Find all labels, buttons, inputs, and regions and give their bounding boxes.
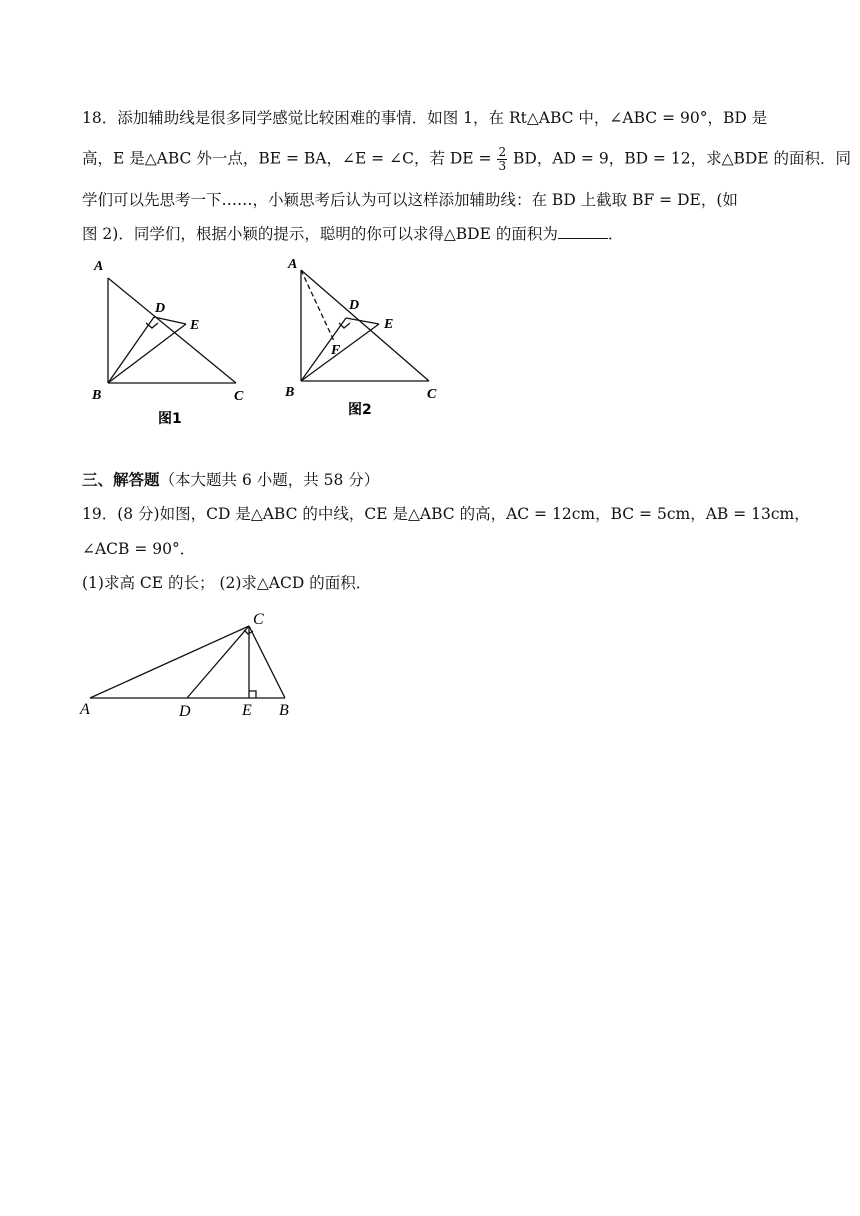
q18-line-4 <box>82 224 623 244</box>
q19-label-a: A <box>80 701 90 718</box>
q19-right-angle-mark-e <box>249 691 256 698</box>
fig2-label-e: E <box>384 317 394 332</box>
section-3-heading <box>82 470 379 490</box>
q19-line-3: (1)求高 CE 的长； (2)求△ACD 的面积． <box>82 574 372 592</box>
fig2-label-b: B <box>285 385 295 400</box>
q18-line-4-end: ． <box>607 225 624 243</box>
q19-segment-bc <box>249 626 285 698</box>
q19-label-e: E <box>242 702 252 719</box>
section-3-title: 三、解答题 <box>82 470 160 489</box>
q19-segment-cd <box>187 626 249 698</box>
q18-line-2-end: BD，AD = 9，BD = 12，求△BDE 的面积．同 <box>513 149 852 168</box>
fig2-label-c: C <box>427 387 437 402</box>
q19-label-b: B <box>279 702 289 719</box>
fig1-label-d: D <box>155 301 166 316</box>
fig2-label-f: F <box>331 343 341 358</box>
fig1-segment-be <box>108 324 186 383</box>
fig1-label-e: E <box>190 318 200 333</box>
q18-line-2-start: 高，E 是△ABC 外一点，BE = BA，∠E = ∠C，若 DE = <box>82 149 492 168</box>
q19-line-2: ∠ACB = 90°． <box>82 540 196 558</box>
q18-line-3: 学们可以先思考一下……，小颖思考后认为可以这样添加辅助线：在 BD 上截取 BF = DE，(如 <box>82 191 738 209</box>
q19-segment-ac <box>90 626 249 698</box>
fig2-label-d: D <box>349 298 360 313</box>
fig2-segment-ac <box>301 270 429 381</box>
fig1-label-a: A <box>94 259 104 274</box>
fig1-segment-bd <box>108 317 154 383</box>
fig2-caption: 图2 <box>348 402 372 418</box>
q19-label-c: C <box>253 611 264 628</box>
q18-line-2 <box>82 146 851 173</box>
figure-q19 <box>76 604 306 724</box>
fig1-label-c: C <box>234 389 244 404</box>
fraction-denominator: 3 <box>498 159 507 173</box>
q18-line-1: 18．添加辅助线是很多同学感觉比较困难的事情．如图 1，在 Rt△ABC 中，∠ABC = 90°，BD 是 <box>82 109 768 127</box>
fraction-two-thirds <box>497 146 507 173</box>
fig2-label-a: A <box>288 257 298 272</box>
figure-1 <box>82 250 262 430</box>
fig2-dashed-af <box>301 270 334 341</box>
fig1-segment-ac <box>108 278 236 383</box>
section-3-note: （本大题共 6 小题，共 58 分） <box>159 471 380 489</box>
q19-line-1: 19．(8 分)如图，CD 是△ABC 的中线，CE 是△ABC 的高，AC = 12cm，BC = 5cm，AB = 13cm， <box>82 505 810 523</box>
fig1-label-b: B <box>92 388 102 403</box>
fig1-caption: 图1 <box>158 411 182 427</box>
figure-2 <box>278 250 458 430</box>
fraction-numerator: 2 <box>498 145 507 159</box>
q18-line-4-text: 图 2)．同学们，根据小颖的提示，聪明的你可以求得△BDE 的面积为 <box>82 225 558 243</box>
fig2-right-angle-mark <box>339 323 350 328</box>
q19-label-d: D <box>179 703 191 720</box>
answer-blank <box>558 224 608 239</box>
